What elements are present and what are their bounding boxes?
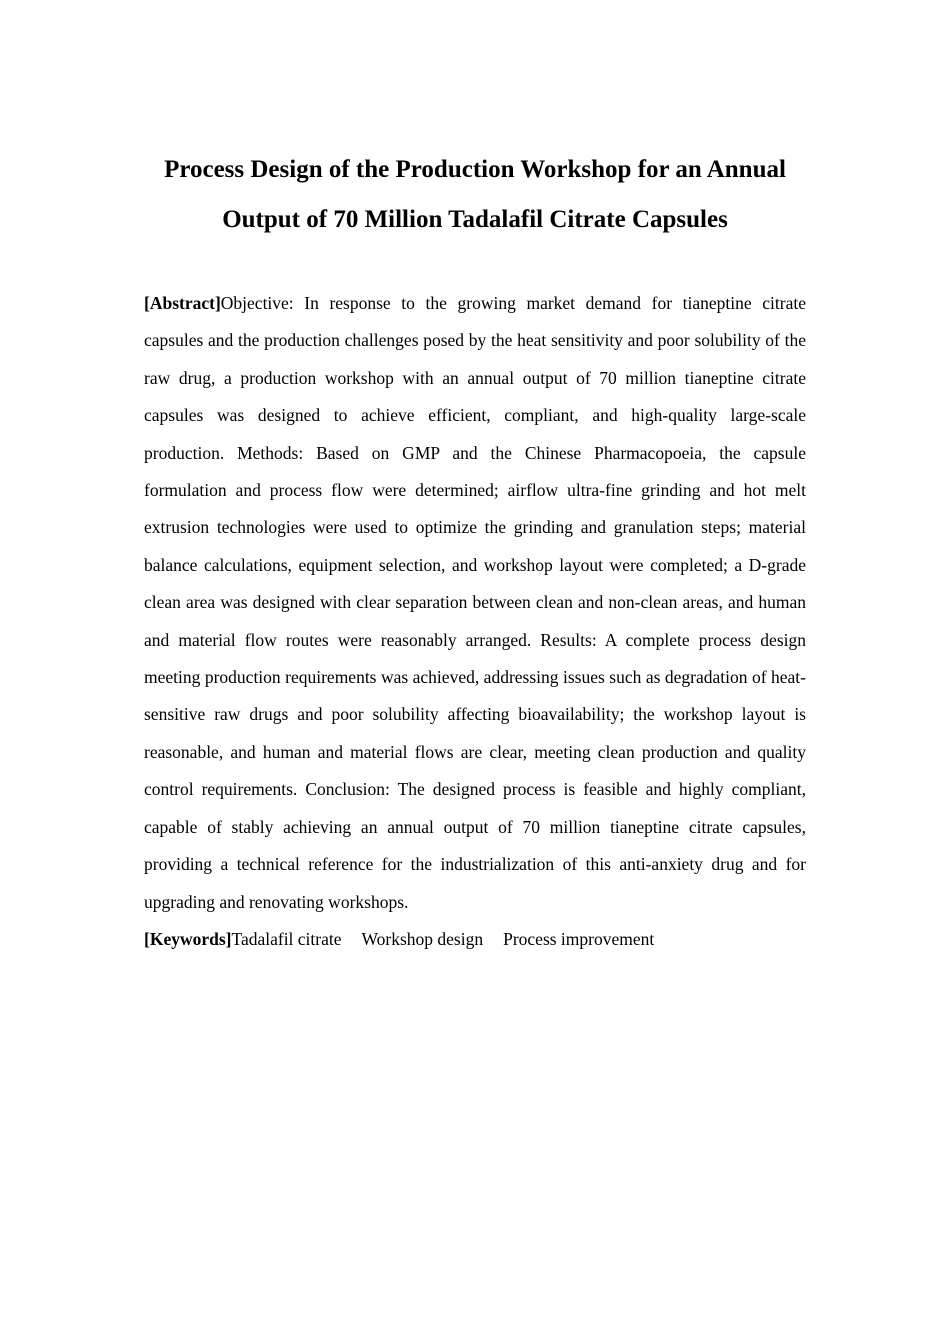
keyword-item: Workshop design	[361, 928, 484, 949]
document-page	[144, 145, 806, 958]
keyword-item: Process improvement	[503, 928, 655, 949]
paper-title	[144, 145, 806, 245]
keywords-line	[144, 921, 806, 958]
keyword-item: Tadalafil citrate	[231, 928, 342, 949]
title-line-1: Process Design of the Production Workshop for an Annual	[164, 156, 786, 183]
abstract-label: [Abstract]	[144, 293, 221, 313]
abstract-paragraph	[144, 285, 806, 921]
title-line-2: Output of 70 Million Tadalafil Citrate Capsules	[222, 206, 728, 233]
keywords-label: [Keywords]	[144, 928, 232, 949]
abstract-text: Objective: In response to the growing market demand for tianeptine citrate capsules and the production challenges posed by the heat sensitivity and poor solubility of the raw drug, a production workshop with an annual output of 70 million tianeptine citrate capsules was designed to achieve efficient, compliant, and high-quality large-scale production. Methods: Based on GMP and the Chinese Pharmacopoeia, the capsule formulation and process flow were determined; airflow ultra-fine grinding and hot melt extrusion technologies were used to optimize the grinding and granulation steps; material balance calculations, equipment selection, and workshop layout were completed; a D-grade clean area was designed with clear separation between clean and non-clean areas, and human and material flow routes were reasonably arranged. Results: A complete process design meeting production requirements was achieved, addressing issues such as degradation of heat-sensitive raw drugs and poor solubility affecting bioavailability; the workshop layout is reasonable, and human and material flows are clear, meeting clean production and quality control requirements. Conclusion: The designed process is feasible and highly compliant, capable of stably achieving an annual output of 70 million tianeptine citrate capsules, providing a technical reference for the industrialization of this anti-anxiety drug and for upgrading and renovating workshops.	[144, 293, 806, 912]
